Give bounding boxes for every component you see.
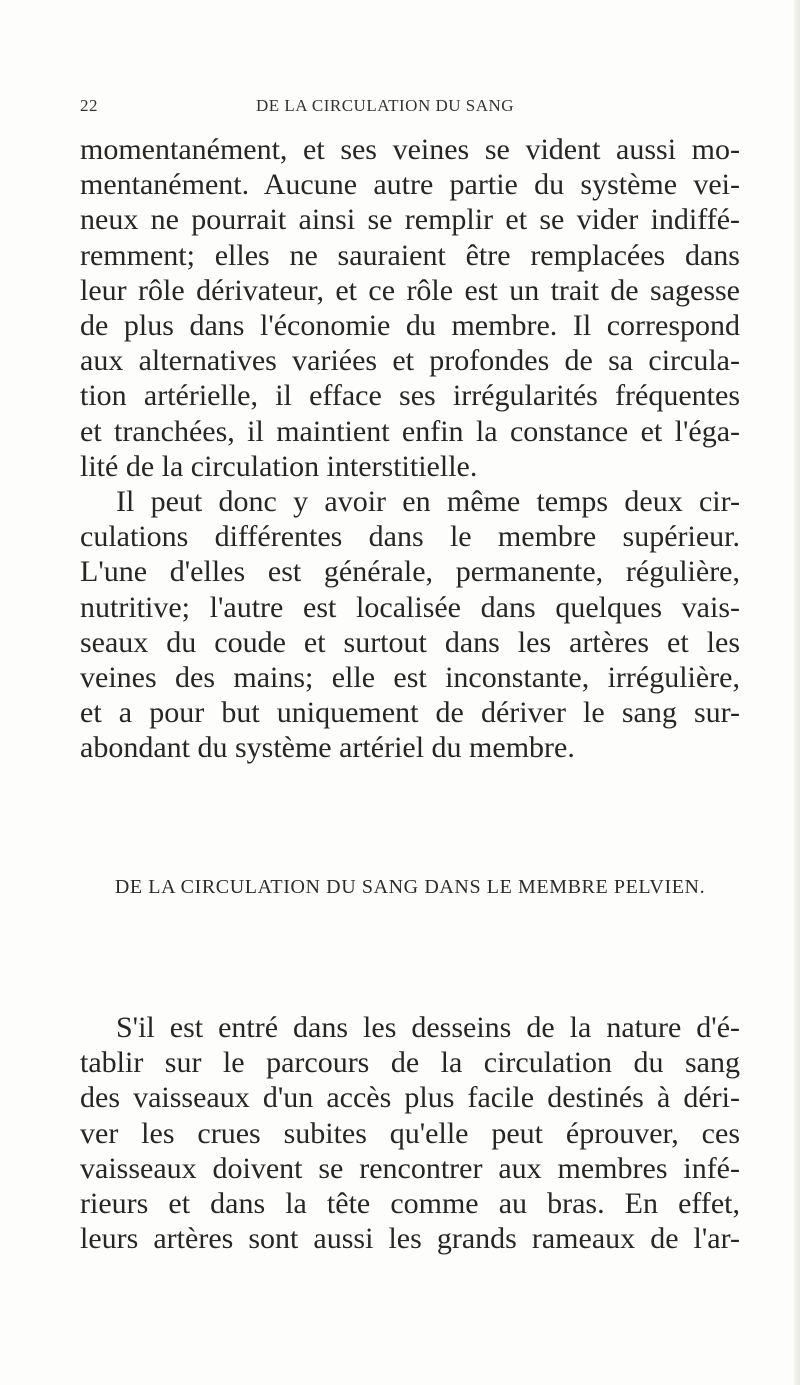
- text-line: momentanément, et ses veines se vident aussi mo-: [80, 133, 740, 166]
- text-line: et a pour but uniquement de dériver le sang sur-: [80, 696, 740, 730]
- text-line: Il peut donc y avoir en même temps deux cir-: [116, 485, 740, 518]
- text-line: lité de la circulation interstitielle.: [80, 449, 478, 483]
- paragraph-pelvic-member: [80, 1010, 740, 1256]
- text-line: leurs artères sont aussi les grands rameaux de l'ar-: [80, 1222, 740, 1256]
- running-title: DE LA CIRCULATION DU SANG: [256, 96, 515, 115]
- section-heading: DE LA CIRCULATION DU SANG DANS LE MEMBRE PELVIEN.: [114, 876, 706, 898]
- text-line: ver les crues subites qu'elle peut éprouver, ces: [80, 1116, 740, 1150]
- page-number: 22: [80, 96, 98, 115]
- text-line: des vaisseaux d'un accès plus facile destinés à déri-: [80, 1081, 740, 1115]
- page-edge: [794, 0, 800, 1385]
- text-line: aux alternatives variées et profondes de sa circula-: [80, 344, 740, 378]
- text-line: remment; elles ne sauraient être remplacées dans: [80, 238, 740, 272]
- text-line: tion artérielle, il efface ses irrégularités fréquentes: [80, 379, 740, 413]
- paragraph-two-circulations: [80, 484, 740, 766]
- text-line: de plus dans l'économie du membre. Il correspond: [80, 309, 740, 343]
- text-line: leur rôle dérivateur, et ce rôle est un trait de sagesse: [80, 273, 740, 307]
- paragraph-circulation-veins: [80, 132, 740, 484]
- text-line: S'il est entré dans les desseins de la nature d'é-: [116, 1011, 740, 1044]
- text-line: culations différentes dans le membre supérieur.: [80, 520, 740, 554]
- text-line: L'une d'elles est générale, permanente, régulière,: [80, 555, 740, 589]
- text-line: mentanément. Aucune autre partie du système vei-: [80, 168, 740, 202]
- text-line: et tranchées, il maintient enfin la constance et l'éga-: [80, 414, 740, 448]
- text-line: veines des mains; elle est inconstante, irrégulière,: [80, 661, 740, 695]
- text-line: seaux du coude et surtout dans les artères et les: [80, 625, 740, 659]
- text-line: abondant du système artériel du membre.: [80, 731, 575, 765]
- text-line: neux ne pourrait ainsi se remplir et se vider indiffé-: [80, 203, 740, 237]
- running-head: [80, 96, 760, 120]
- text-line: rieurs et dans la tête comme au bras. En effet,: [80, 1187, 740, 1221]
- text-line: vaisseaux doivent se rencontrer aux membres infé-: [80, 1151, 740, 1185]
- text-line: tablir sur le parcours de la circulation du sang: [80, 1046, 740, 1080]
- text-line: nutritive; l'autre est localisée dans quelques vais-: [80, 590, 740, 624]
